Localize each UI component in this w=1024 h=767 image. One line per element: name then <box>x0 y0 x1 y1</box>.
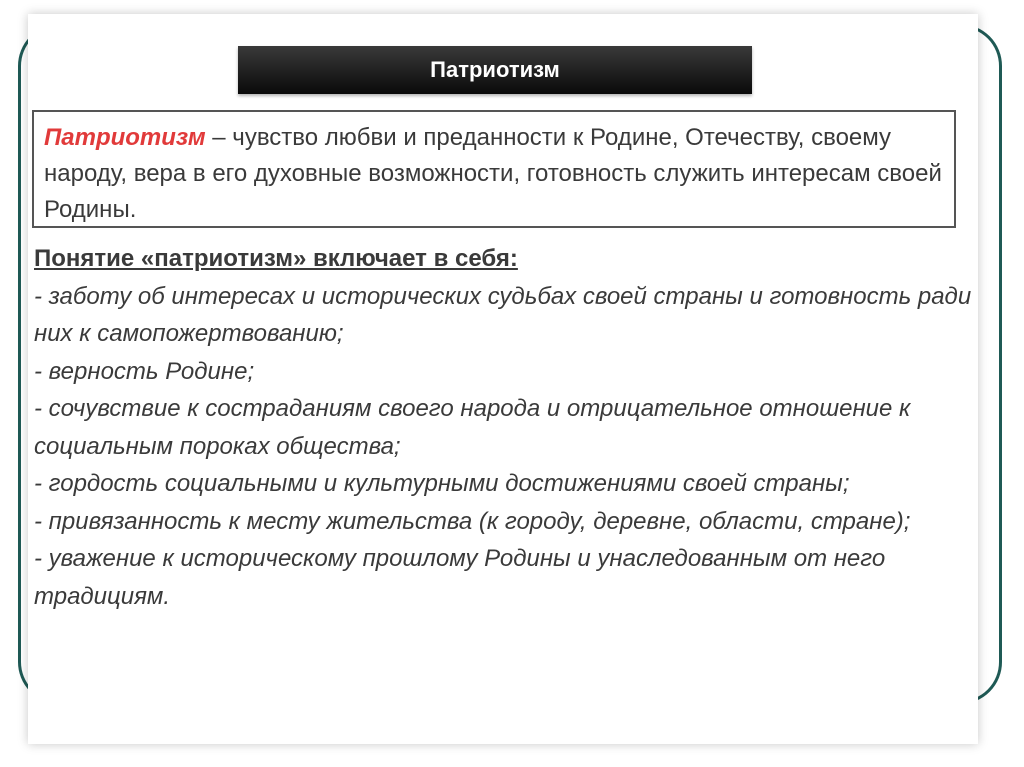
definition-text: – чувство любви и преданности к Родине, Отечеству, своему народу, вера в его духовные возможности, готовность служить интересам своей Родины. <box>44 124 942 223</box>
includes-heading: Понятие «патриотизм» включает в себя: <box>34 245 518 272</box>
includes-item: - сочувствие к состраданиям своего народа и отрицательное отношение к социальным пороках общества; <box>34 395 911 460</box>
includes-item: - гордость социальными и культурными достижениями своей страны; <box>34 470 850 497</box>
definition-term: Патриотизм <box>44 124 206 151</box>
includes-section <box>34 240 984 615</box>
includes-item: - уважение к историческому прошлому Родины и унаследованным от него традициям. <box>34 545 886 610</box>
includes-item: - привязанность к месту жительства (к городу, деревне, области, стране); <box>34 507 911 535</box>
slide-title-text: Патриотизм <box>430 57 560 82</box>
includes-item: - заботу об интересах и исторических судьбах своей страны и готовность ради них к самопожертвованию; <box>34 282 972 347</box>
includes-item: - верность Родине; <box>34 357 255 385</box>
definition-box <box>32 110 956 228</box>
slide-title <box>238 46 752 94</box>
